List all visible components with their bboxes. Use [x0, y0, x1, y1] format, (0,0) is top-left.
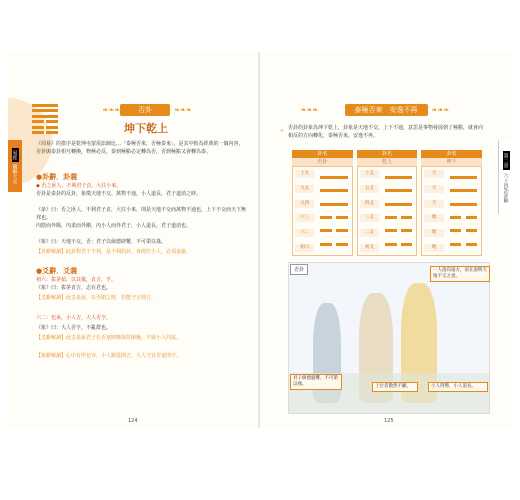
column-sub: 否卦: [292, 158, 353, 166]
hexagram-icon: [32, 104, 58, 134]
gua-paragraph-3: 內陰而外陽，內柔而外剛，內小人而外君子，小人道長，君子道消也。: [36, 223, 192, 229]
right-side-tab[interactable]: [498, 140, 513, 214]
hexagram-lines-icon: [381, 167, 416, 255]
gua-line: ◆ 否之匪人，不利君子貞，大往小來。: [36, 183, 122, 189]
illustration-note: 一人指向遠方，似在說明天地不交之意。: [430, 266, 490, 282]
side-tab-label-right: 六十四卦詳解: [502, 173, 509, 203]
illustration-note: 君子儉德避難，不可榮以祿。: [290, 374, 342, 390]
yao-interpretation-1: 【爻辭解讀】此爻是說，在否閉之時，若能守正則吉。: [36, 295, 157, 301]
side-tab-label: 圖解大全: [11, 164, 18, 184]
hexagram-lines-icon: [446, 167, 481, 255]
illustration-tag: 否卦: [290, 264, 308, 275]
yao-name: 天: [424, 185, 443, 193]
book-spread: [8, 52, 512, 428]
yao-name: 九四: [295, 200, 314, 208]
gua-paragraph-2: 《彖》曰：否之匪人，不利君子貞，大往小來，則是天地不交而萬物不通也，上下不交而天下無邦也。: [36, 207, 247, 221]
yao-line-2: 六二：包承，小人吉，大人否亨。: [36, 315, 112, 321]
yao-name: 天: [424, 200, 443, 208]
hexagram-column: [357, 150, 418, 256]
page-number-left: 124: [128, 418, 138, 424]
yao-name: 五爻: [360, 185, 379, 193]
hexagram-subtitle: 坤下乾上: [124, 122, 168, 135]
yao-name: 六二: [295, 229, 314, 237]
yao-interpretation-2: 【爻辭解讀】此爻是說君子在否塞時應保持節操，不與小人同流。: [36, 335, 182, 341]
illustration-note: 上位者傲然不顧。: [372, 382, 418, 392]
right-title-band: [280, 104, 492, 116]
yao-name: 地: [424, 244, 443, 252]
side-tab-cap: 易經: [11, 150, 18, 160]
yao-name: 上九: [295, 170, 314, 178]
column-sub: 坤下: [421, 158, 482, 166]
wing-ornament-left-r: ❧❧❧: [300, 106, 319, 114]
yao-name: 初六: [295, 244, 314, 252]
section-heading-gua: ●卦辭．卦義: [36, 173, 78, 181]
yao-paragraph-1: 《象》曰：拔茅貞吉，志在君也。: [36, 285, 112, 291]
quote-mark-icon: ❝: [280, 128, 284, 136]
illustration-note: 小人得勢，小人道長。: [428, 382, 488, 392]
left-page: [8, 52, 260, 428]
wing-ornament-left: ❧❧❧: [102, 106, 120, 114]
yao-name: 上爻: [360, 170, 379, 178]
right-page-title: 泰極否來 安逸不再: [345, 104, 428, 116]
column-head: 卦名: [292, 150, 353, 158]
column-head: 卦名: [357, 150, 418, 158]
hexagram-table: [292, 150, 482, 256]
page-number-right: 125: [384, 418, 394, 424]
left-side-tab[interactable]: [8, 140, 22, 192]
yao-name: 二爻: [360, 229, 379, 237]
yao-name: 九五: [295, 185, 314, 193]
right-page: [260, 52, 512, 428]
yao-name: 四爻: [360, 200, 379, 208]
yao-paragraph-2: 《象》曰：大人否亨，不亂群也。: [36, 325, 112, 331]
yao-name: 地: [424, 214, 443, 222]
chapter-title-badge: 否卦: [120, 104, 170, 116]
column-head: 卦名: [421, 150, 482, 158]
yao-name: 六三: [295, 214, 314, 222]
yao-name: 三爻: [360, 214, 379, 222]
gua-paragraph-4: 《象》曰：天地不交，否；君子以儉德辟難，不可榮以祿。: [36, 239, 167, 245]
yao-name: 天: [424, 170, 443, 178]
yao-name: 初爻: [360, 244, 379, 252]
gua-paragraph-1: 否卦是泰卦的反卦，象徵天地不交、萬物不通，小人道長、君子道消之時。: [36, 191, 202, 197]
section-heading-yao: ●爻辭．爻義: [36, 267, 78, 275]
intro-paragraph: 《周易》的排序是乾坤屯蒙需訟師比…「泰極否來，否極泰來」，是其中較為經典的一個內容，否卦與泰卦相互轉換，物極必反，泰到極點必定轉為否，否到極點又會轉為泰。: [36, 141, 244, 155]
wing-ornament-right: ❧❧❧: [174, 106, 192, 114]
hexagram-lines-icon: [316, 167, 351, 255]
yao-line-1: 初六：拔茅茹，以其彙，貞吉，亨。: [36, 277, 117, 283]
hexagram-column: [292, 150, 353, 256]
column-sub: 乾上: [357, 158, 418, 166]
side-tab-cap-right: 第二章: [502, 153, 509, 168]
yao-interpretation-3: 【象辭解讀】心中有所包容，小人順從則吉，大人守其否道則亨。: [36, 353, 182, 359]
wing-ornament-right-r: ❧❧❧: [431, 106, 450, 114]
right-intro: 否卦的卦象為坤下乾上，卦象是天地不交、上下不通，意思是事物發展到了極點，就會向相反的方向轉化，泰極否來，安逸不再。: [288, 125, 484, 139]
yao-name: 地: [424, 229, 443, 237]
hexagram-column: [421, 150, 482, 256]
gua-interpretation: 【卦辭解讀】此卦對君子不利，是不利的卦，會碍於小人，必須退避。: [36, 249, 192, 255]
